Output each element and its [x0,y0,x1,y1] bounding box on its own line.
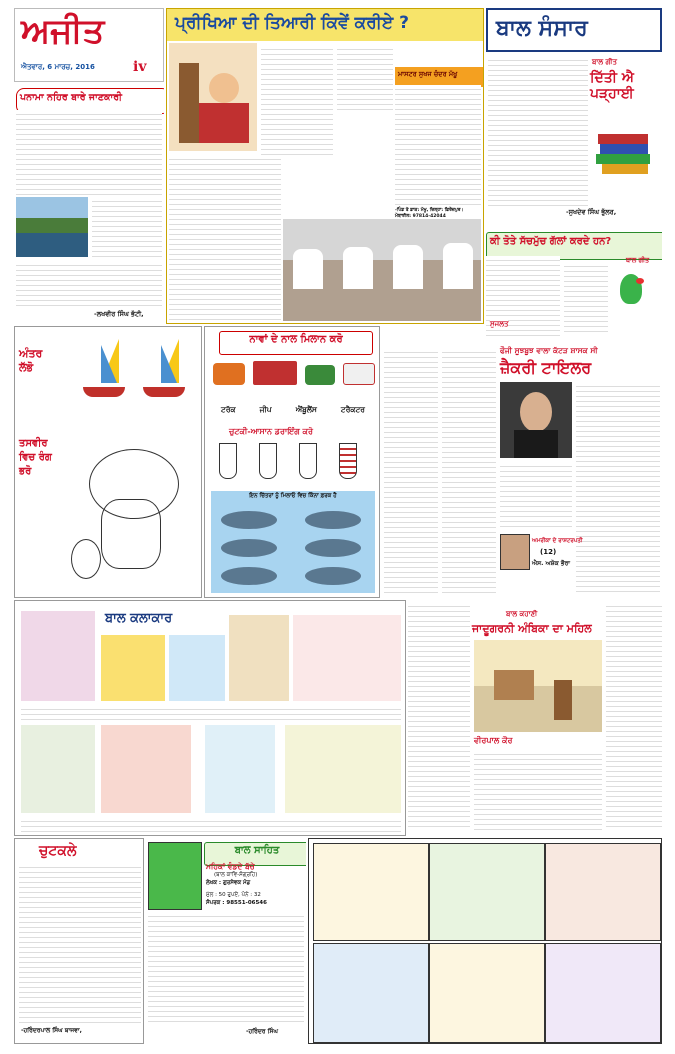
taylor-text-2 [442,348,496,594]
comic-panel-4 [313,943,429,1043]
ambika-section [408,600,662,836]
classroom-photo [283,219,481,321]
main-headline: ਪ੍ਰੀਖਿਆ ਦੀ ਤਿਆਰੀ ਕਿਵੇਂ ਕਰੀਏ ? [175,13,409,33]
bal-geet-section [486,54,662,230]
fish-caption: ਇਨ ਚਿੱਤਰਾਂ ਨੂੰ ਮਿਲਾਓ ਵਿਚ ਕਿੰਨਾ ਫ਼ਰਕ ਹੈ [249,493,337,499]
ambulance-icon [343,363,375,385]
comic-panel-1 [313,843,429,941]
main-author-box: ਮਾਸਟਰ ਸੁਖਜ ਚੰਦਰ ਮੱਖੂ [395,67,484,87]
panama-section [14,84,164,324]
kalakar-drawing-5 [293,615,401,701]
kalakar-drawing-7 [101,725,191,813]
truck-icon [253,361,297,385]
main-text-col-1 [261,45,333,155]
socks-row [211,441,375,485]
vehicle-name-truck: ਟਰੱਕ [221,405,236,414]
tractor-icon [213,363,245,385]
drawing-title: ਚੁਟਕੀ-ਆਸਾਨ ਡਰਾਇੰਗ ਕਰੋ [229,427,313,436]
elephant-outline [61,439,201,595]
antar-section [14,326,202,598]
bal-geet-label: ਬਾਲ ਗੀਤ [592,58,617,66]
bal-sahit-reviewer: -ਹਰਿੰਦਰ ਸਿੰਘ [246,1028,278,1035]
panama-text [16,110,162,195]
vehicles-row [209,357,377,393]
masthead-date: ਐਤਵਾਰ, 6 ਮਾਰਚ, 2016 [21,63,95,71]
parrot-illustration [610,268,658,314]
ambika-illustration [474,640,602,732]
sailboat-left [79,339,129,409]
kalakar-captions-2 [21,817,401,833]
kalakar-drawing-3 [169,635,225,701]
taylor-kicker: ਫੌਜੀ ਸੂਝਬੂਝ ਵਾਲਾ ਕੱਟੜ ਸ਼ਾਸਕ ਸੀ [500,346,598,355]
bal-sahit-title: ਬਾਲ ਸਾਹਿਤ [204,842,306,866]
bal-sahit-text [148,912,304,1026]
kalakar-drawing-2 [101,635,165,701]
ambika-text-1 [408,602,470,830]
comic-panel-3 [545,843,661,941]
tote-text-2 [564,262,608,336]
main-text-col-2 [169,155,281,320]
main-text-col-4 [395,85,481,205]
taylor-headline: ਜ਼ੈਕਰੀ ਟਾਇਲਰ [500,358,592,377]
vehicle-name-tractor: ਟਰੈਕਟਰ [340,405,365,414]
tote-byline: ਸੁਜਲਤ [490,320,509,328]
kalakar-drawing-1 [21,611,95,701]
ambika-text-3 [606,602,662,830]
taylor-text-4 [500,462,572,530]
ambika-label: ਬਾਲ ਕਹਾਣੀ [506,610,538,618]
students-illustration [169,43,257,151]
taylor-portrait [500,382,572,458]
kalakar-drawing-6 [21,725,95,813]
panama-photo [16,197,88,257]
bal-geet-poet: -ਸੁਖਦੇਵ ਸਿੰਘ ਭੁੱਲਰ, [566,208,617,216]
bal-sahit-section [146,838,306,1044]
kalakar-drawing-9 [285,725,401,813]
kalakar-captions-1 [21,705,401,721]
masthead-logo: ਅਜੀਤ [21,11,105,51]
panama-text-3 [16,261,162,309]
panama-text-2 [92,197,162,257]
sailboat-right [139,339,189,409]
panama-author: -ਲਖਵੀਰ ਸਿੰਘ ਭੱਟੀ, [94,310,144,318]
tote-section [486,232,662,340]
bal-sahit-price: ਮੁੱਲ : 50 ਰੁਪਏ, ਪੰਨੇ : 32 [206,892,261,898]
kalakar-section [14,600,406,836]
taylor-section [384,344,662,598]
taylor-number: (12) [540,548,557,556]
comic-panel-6 [545,943,661,1043]
taylor-author: ਐਸ. ਅਸ਼ੋਕ ਭੌਰਾ [532,560,570,567]
edition-badge: iv [133,59,147,75]
bal-sansar-header [486,8,662,52]
comic-panel-2 [429,843,545,941]
bal-sahit-phone: ਸੰਪਰਕ : 98551-06546 [206,900,267,906]
bal-sahit-writer: ਲੇਖਕ : ਗੁਰਸੇਵਕ ਮੰਡ [206,880,251,886]
ambika-author: ਵੀਰਪਾਲ ਕੌਰ [474,736,513,745]
names-section [204,326,380,598]
taylor-author-photo [500,534,530,570]
kalakar-drawing-8 [205,725,275,813]
chutkale-text [19,863,141,1023]
kalakar-title: ਬਾਲ ਕਲਾਕਾਰ [105,611,173,626]
vehicle-name-jeep: ਜੀਪ [259,405,272,414]
books-illustration [594,124,656,184]
main-text-col-3 [337,45,393,110]
ambika-headline: ਜਾਦੂਗਰਨੀ ਅੰਬਿਕਾ ਦਾ ਮਹਿਲ [472,622,592,635]
comic-panel-5 [429,943,545,1043]
masthead [14,8,164,82]
chutkale-title: ਚੁਟਕਲੇ [39,843,77,859]
main-footer: -ਪਿੰਡ ਤੇ ਡਾਕ: ਮੱਖੂ, ਜ਼ਿਲ੍ਹਾ: ਫ਼ਿਰੋਜ਼ਪੁਰ। ਮੋਬਾਈਲ: 97814-42044 [395,208,464,219]
bal-sansar-title: ਬਾਲ ਸੰਸਾਰ [496,16,588,41]
tote-label: ਬਾਲ ਗੀਤ [626,256,650,264]
jeep-icon [305,365,335,385]
vehicle-name-ambulance: ਐਂਬੂਲੈਂਸ [295,405,317,414]
bal-sahit-type: (ਬਾਲ ਕਾਵਿ-ਸੰਗ੍ਰਹਿ) [214,872,258,878]
fish-panel [211,491,375,593]
taylor-text-1 [384,348,438,594]
panama-headline: ਪਨਾਮਾ ਨਹਿਰ ਬਾਰੇ ਜਾਣਕਾਰੀ [16,88,164,114]
chutkale-section [14,838,144,1044]
main-story [166,8,484,324]
kalakar-drawing-4 [229,615,289,701]
vehicle-names [209,405,377,419]
taylor-series: ਅਮਰੀਕਾ ਦੇ ਰਾਸ਼ਟਰਪਤੀ [532,538,583,544]
chutkale-author: -ਹਰਿੰਦਰਪਾਲ ਸਿੰਘ ਬਾਜਵਾ, [21,1027,82,1034]
bal-geet-title: ਦਿੱਤੀ ਐ ਪੜ੍ਹਾਈ [590,70,634,102]
ambika-text-2 [474,750,602,830]
raman-comic [308,838,662,1044]
color-title: ਤਸਵੀਰ ਵਿਚ ਰੰਗ ਭਰੋ [19,438,52,477]
antar-title: ਅੰਤਰ ਲੱਭੋ [19,347,43,374]
taylor-text-3 [576,382,660,594]
tote-headline: ਕੀ ਤੋਤੇ ਸੱਚਮੁੱਚ ਗੱਲਾਂ ਕਰਦੇ ਹਨ? [486,232,662,260]
bal-sahit-cover [148,842,202,910]
bal-sahit-book: ਮਹਿਕਾਂ ਵੰਡਦੇ ਬੱਚੇ [206,862,255,871]
names-title: ਨਾਵਾਂ ਦੇ ਨਾਲ ਮਿਲਾਨ ਕਰੋ [219,331,373,355]
bal-geet-text [488,56,588,206]
